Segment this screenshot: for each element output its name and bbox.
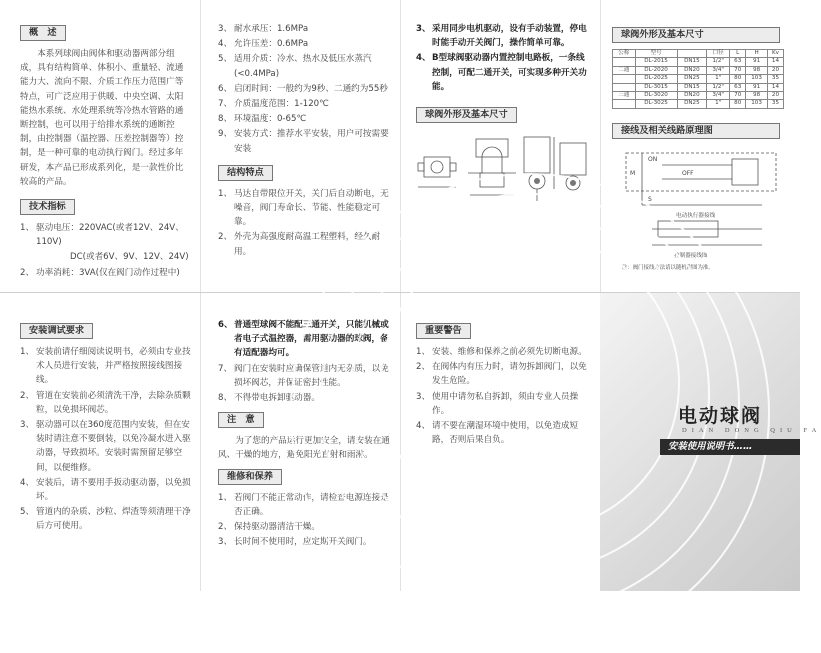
table-row: DL-2015 DN15 1/2" 63 91 14 xyxy=(613,58,784,66)
cover-panel xyxy=(600,293,821,591)
panel-overview xyxy=(20,20,190,290)
list-item: 9、 安装方式：推荐水平安装，用户可按需要安装 xyxy=(218,129,389,154)
list-item: 2、 功率消耗：3VA(仅在阀门动作过程中) xyxy=(20,267,180,278)
list-item: 6、 普通型球阀不能配三通开关，只能机械或者电子式温控器，需用驱动器的球阀，备有适配器均可。 xyxy=(218,320,389,359)
section-heading: 球阀外形及基本尺寸 xyxy=(612,27,780,43)
cover-pinyin: DIAN DONG QIU FA xyxy=(682,427,821,434)
fold-line xyxy=(200,0,201,591)
wire-label: ON xyxy=(648,155,658,163)
list-item: 4、 允许压差：0.6MPa xyxy=(218,39,309,50)
list-item: 1、 马达自带限位开关，关门后自动断电，无噪音，阀门寿命长、节能、性能稳定可靠。 xyxy=(218,188,389,228)
diagram-caption: 电动执行器接线 xyxy=(676,212,716,219)
section-heading: 接线及相关线路原理图 xyxy=(612,123,780,139)
section-heading: 安装调试要求 xyxy=(20,323,93,339)
list-item: 2、 保持驱动器清洁干燥。 xyxy=(218,522,320,533)
list-item: 2、 在阀体内有压力时，请勿拆卸阀门，以免发生危险。 xyxy=(416,362,587,387)
note-text: 为了您的产品运行更加安全，请安装在通风、干燥的地方，避免阳光直射和雨淋。 xyxy=(218,436,390,461)
list-item: 5、 管道内的杂质、沙粒、焊渣等须清理干净后方可使用。 xyxy=(20,507,191,532)
cover-title: 电动球阀 xyxy=(678,405,763,427)
section-heading: 重要警告 xyxy=(416,323,471,339)
install-list xyxy=(20,345,192,534)
list-item: 1、 安装、维修和保养之前必须先切断电源。 xyxy=(416,347,587,357)
overview-text: 本系列球阀由阀体和驱动器两部分组成，具有结构简单、体积小、重量轻、流通能力大、流向不限、介质工作压力范围广等特点，可广泛应用于供暖、中央空调、太阳能热水系统、水处理系统等冷热水管路的通断控制，也可以用于给排水系统的通断控制，由控制器（温控器、压差控制器等）控制，是一种可靠的电动执行阀门。经过多年研发，本产品已形成系列化，是一款性价比较高的产品。 xyxy=(20,49,184,187)
cover-subtitle: 安装使用说明书…… xyxy=(660,439,800,455)
list-item: 3、 采用同步电机驱动，设有手动装置，停电时能手动开关阀门，操作简单可靠。 xyxy=(416,24,587,49)
list-item: 3、 驱动器可以在360度范围内安装，但在安装时请注意不要倒装，以免冷凝水进入驱动器，导致损坏。安装时需预留足够空间，以便维修。 xyxy=(20,420,191,473)
table-row: DL-3025 DN25 1" 80 103 35 xyxy=(613,100,784,108)
wire-label: M xyxy=(630,169,636,177)
list-item: 8、 不得带电拆卸驱动器。 xyxy=(218,393,320,404)
table-header: 公称 型号 口径 L H Kv xyxy=(613,50,784,58)
list-item: 4、 B型球阀驱动器内置控制电路板，一条线控制，可配二通开关，可实现多种开关功能。 xyxy=(416,53,587,92)
dimension-table xyxy=(612,49,784,109)
list-item: 3、 耐水承压：1.6MPa xyxy=(218,24,309,34)
table-row: 二通 DL-2020 DN20 3/4" 70 98 20 xyxy=(613,66,784,74)
section-heading: 概 述 xyxy=(20,25,66,41)
spec-list xyxy=(20,221,190,280)
diagram-note: 注：阀门接线方法请以随机附图为准。 xyxy=(622,264,714,271)
list-item: 8、 环境温度：0-65℃ xyxy=(218,114,307,125)
table-row: DL-3015 DN15 1/2" 63 91 14 xyxy=(613,83,784,91)
wire-label: S xyxy=(648,195,652,203)
list-item: 7、 介质温度范围：1-120℃ xyxy=(218,99,329,110)
list-item: 2、 管道在安装前必须清洗干净，去除杂质颗粒，以免损坏阀芯。 xyxy=(20,390,191,415)
list-item: 5、 适用介质：冷水、热水及低压水蒸汽(<0.4MPa) xyxy=(218,54,372,79)
panel-installation xyxy=(20,318,192,586)
list-item: 2、 外壳为高强度耐高温工程塑料，经久耐用。 xyxy=(218,232,381,257)
wire-label: OFF xyxy=(682,169,694,177)
section-heading: 技术指标 xyxy=(20,199,75,215)
list-item: 4、 请不要在潮湿环境中使用，以免造成短路，否则后果自负。 xyxy=(416,421,579,446)
list-item: 6、 启闭时间：一般约为9秒、二通约为55秒 xyxy=(218,83,388,94)
list-item: 1、 安装前请仔细阅读说明书，必须由专业技术人员进行安装，并严格按照接线图接线。 xyxy=(20,347,191,386)
list-item: 7、 阀门在安装时应确保管道内无杂质，以免损坏阀芯，并保证密封性能。 xyxy=(218,363,389,388)
table-row: DL-2025 DN25 1" 80 103 35 xyxy=(613,75,784,83)
section-heading: 结构特点 xyxy=(218,165,273,181)
list-item: 1、 驱动电压：220VAC(或者12V、24V、110V) xyxy=(20,223,184,248)
list-item: 3、 使用中请勿私自拆卸，须由专业人员操作。 xyxy=(416,391,579,416)
list-item: DC(或者6V、9V、12V、24V) xyxy=(70,252,189,263)
list-item: 4、 安装后，请不要用手扳动驱动器，以免损坏。 xyxy=(20,477,191,503)
list-item: 3、 长时间不使用时，应定期开关阀门。 xyxy=(218,537,372,548)
section-heading: 注 意 xyxy=(218,412,264,428)
list-item: 1、 若阀门不能正常动作，请检查电源连接是否正确。 xyxy=(218,492,389,517)
section-heading: 球阀外形及基本尺寸 xyxy=(416,107,517,123)
spec-list xyxy=(218,22,390,156)
diagram-caption: 控制器接线图 xyxy=(674,252,708,259)
feature-list xyxy=(416,22,592,94)
section-heading: 维修和保养 xyxy=(218,469,282,485)
table-row: 三通 DL-3020 DN20 3/4" 70 98 20 xyxy=(613,92,784,100)
